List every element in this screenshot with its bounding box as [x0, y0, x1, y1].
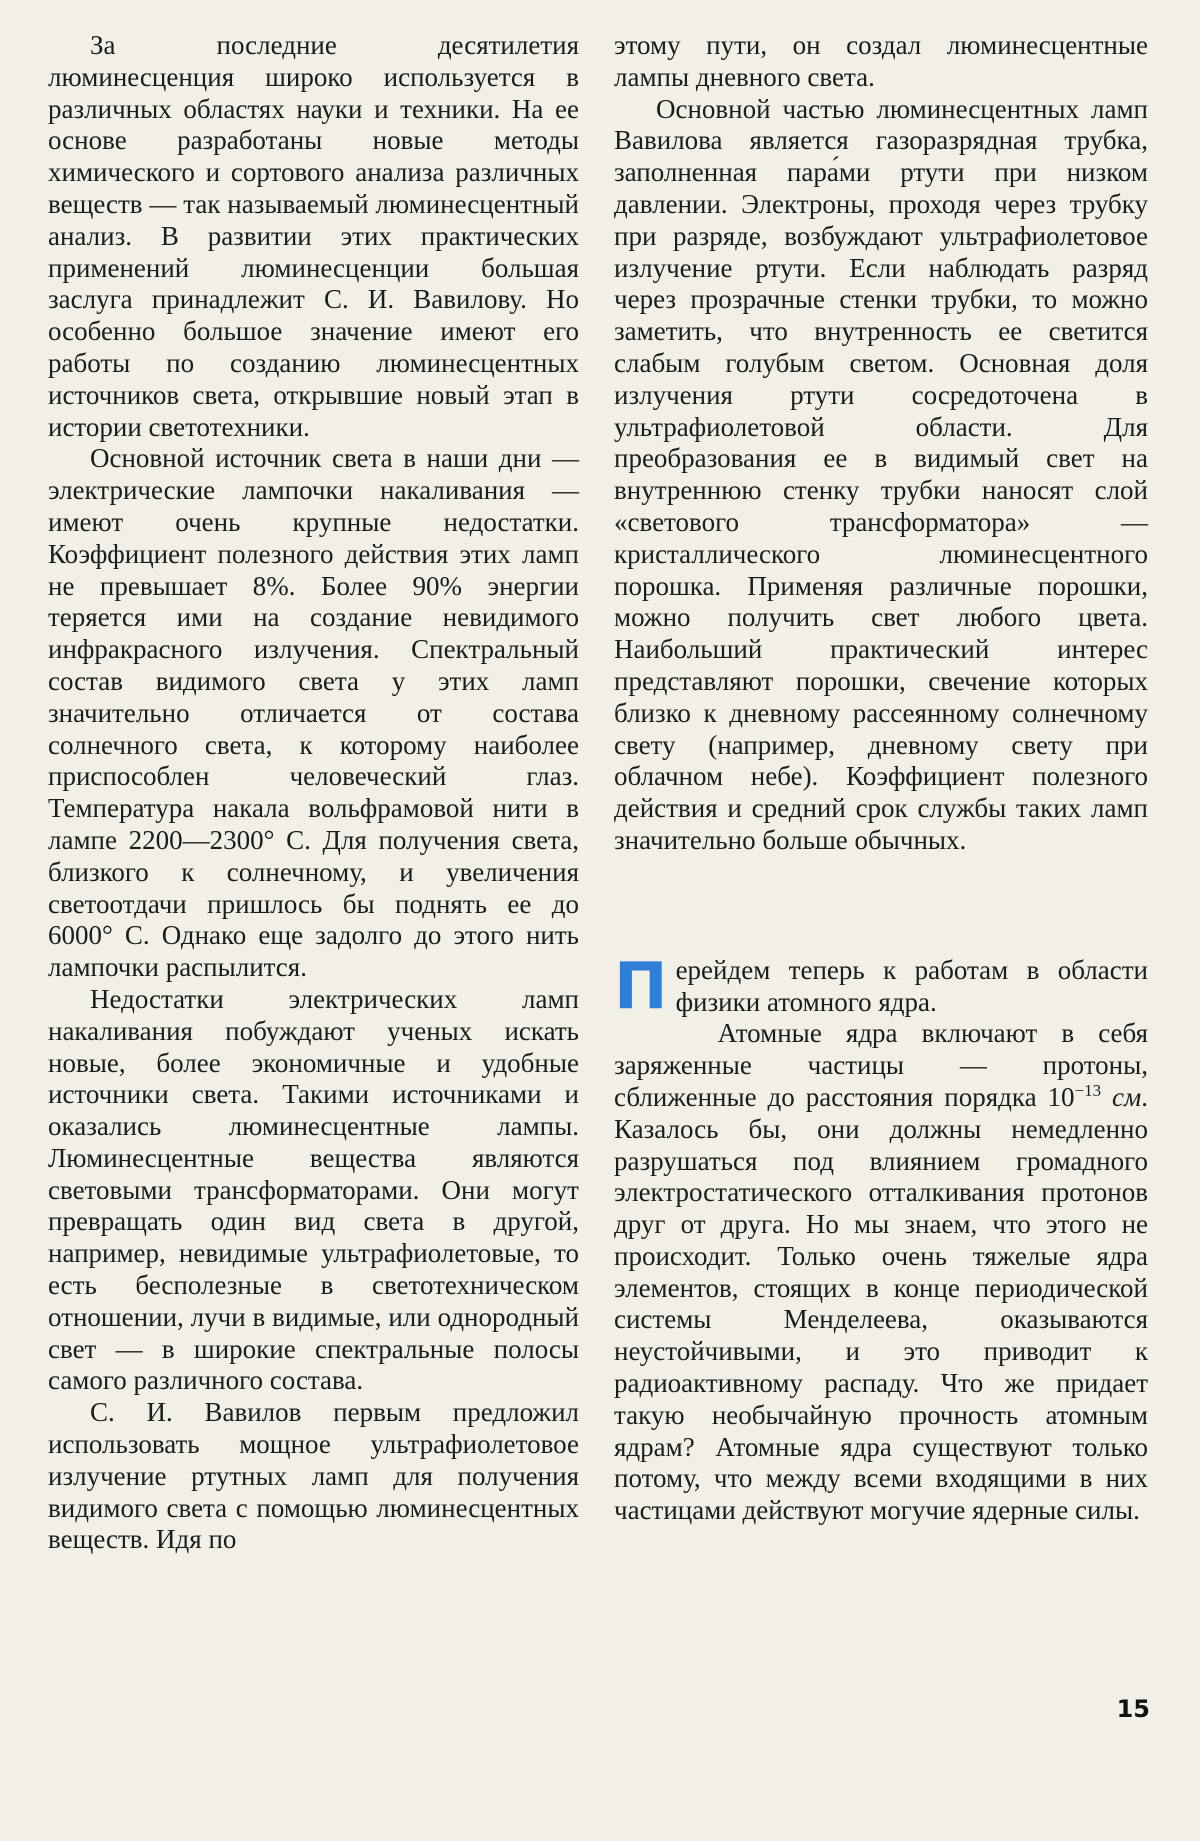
nuclear-intro-text: ерейдем теперь к работам в области физики атомного ядра. — [675, 954, 1148, 1017]
right-column — [614, 30, 1148, 1527]
paragraph-luminescence-intro: За последние десятилетия люминесценция широко используется в различных областях науки и техники. На ее основе разработаны новые методы химического и сортового анализа различных веществ — так называемый люминесцентный анализ. В развитии этих практических применений люминесценции большая заслуга принадлежит С. И. Вавилову. Но особенно большое значение имеют его работы по созданию люминесцентных источников света, открывшие новый этап в истории светотехники. — [48, 30, 579, 442]
exponent: −13 — [1074, 1080, 1102, 1100]
drop-cap: П — [614, 949, 668, 1024]
left-column — [48, 30, 579, 1556]
paragraph-vavilov-proposal: С. И. Вавилов первым предложил использовать мощное ультрафиолетовое излучение ртутных ламп для получения видимого света с помощью люминесцентных веществ. Идя по — [48, 1397, 579, 1555]
nuclear-text-part2: . Казалось бы, они должны немедленно разрушаться под влиянием громадного электростатического отталкивания протонов друг от друга. Но мы знаем, что этого не происходит. Только очень тяжелые ядра элементов, стоящих в конце периодической системы Менделеева, оказываются неустойчивыми, и это приводит к радиоактивному распаду. Что же придает такую необычайную прочность атомным ядрам? Атомные ядра существуют только потому, что между всеми входящими в них частицами действуют могучие ядерные силы. — [614, 1081, 1148, 1526]
paragraph-incandescent-lamps: Основной источник света в наши дни — электрические лампочки накаливания — имеют очень крупные недостатки. Коэффициент полезного действия этих ламп не превышает 8%. Более 90% энергии теряется ими на создание невидимого инфракрасного излучения. Спектральный состав видимого света у этих ламп значительно отличается от состава солнечного света, к которому наиболее приспособлен человеческий глаз. Температура накала вольфрамовой нити в лампе 2200—2300° С. Для получения света, близкого к солнечному, и увеличения светоотдачи пришлось бы поднять ее до 6000° С. Однако еще задолго до этого нить лампочки распылится. — [48, 443, 579, 983]
page-number: 15 — [1116, 1695, 1150, 1723]
paragraph-lamp-shortcomings: Недостатки электрических ламп накаливания побуждают ученых искать новые, более экономичные и удобные источники света. Такими источниками и оказались люминесцентные лампы. Люминесцентные вещества являются световыми трансформаторами. Они могут превращать один вид света в другой, например, невидимые ультрафиолетовые, то есть бесполезные в светотехническом отношении, лучи в видимые, или однородный свет — в широкие спектральные полосы самого различного состава. — [48, 983, 579, 1396]
paragraph-nuclear-intro — [614, 949, 1148, 1024]
paragraph-continuation: этому пути, он создал люминесцентные лампы дневного света. — [614, 30, 1148, 92]
paragraph-nuclear-forces — [614, 1018, 1148, 1527]
paragraph-lamp-construction: Основной частью люминесцентных ламп Вавилова является газоразрядная трубка, заполненная пара́ми ртути при низком давлении. Электроны, проходя через трубку при разряде, возбуждают ультрафиолетовое излучение ртути. Если наблюдать разряд через прозрачные стенки трубки, то можно заметить, что внутренность ее светится слабым голубым светом. Основная доля излучения ртути сосредоточена в ультрафиолетовой области. Для преобразования ее в видимый свет на внутреннюю стенку трубки наносят слой «светового трансформатора» — кристаллического люминесцентного порошка. Применяя различные порошки, можно получить свет любого цвета. Наибольший практический интерес представляют порошки, свечение которых близко к дневному рассеянному солнечному свету (например, дневному свету при облачном небе). Коэффициент полезного действия и средний срок службы таких ламп значительно больше обычных. — [614, 93, 1148, 855]
nuclear-text-part1: Атомные ядра включают в себя заряженные частицы — протоны, сближенные до расстояния порядка 10 — [614, 1018, 1148, 1112]
unit-cm: см — [1112, 1081, 1142, 1112]
section-break — [614, 857, 1148, 955]
